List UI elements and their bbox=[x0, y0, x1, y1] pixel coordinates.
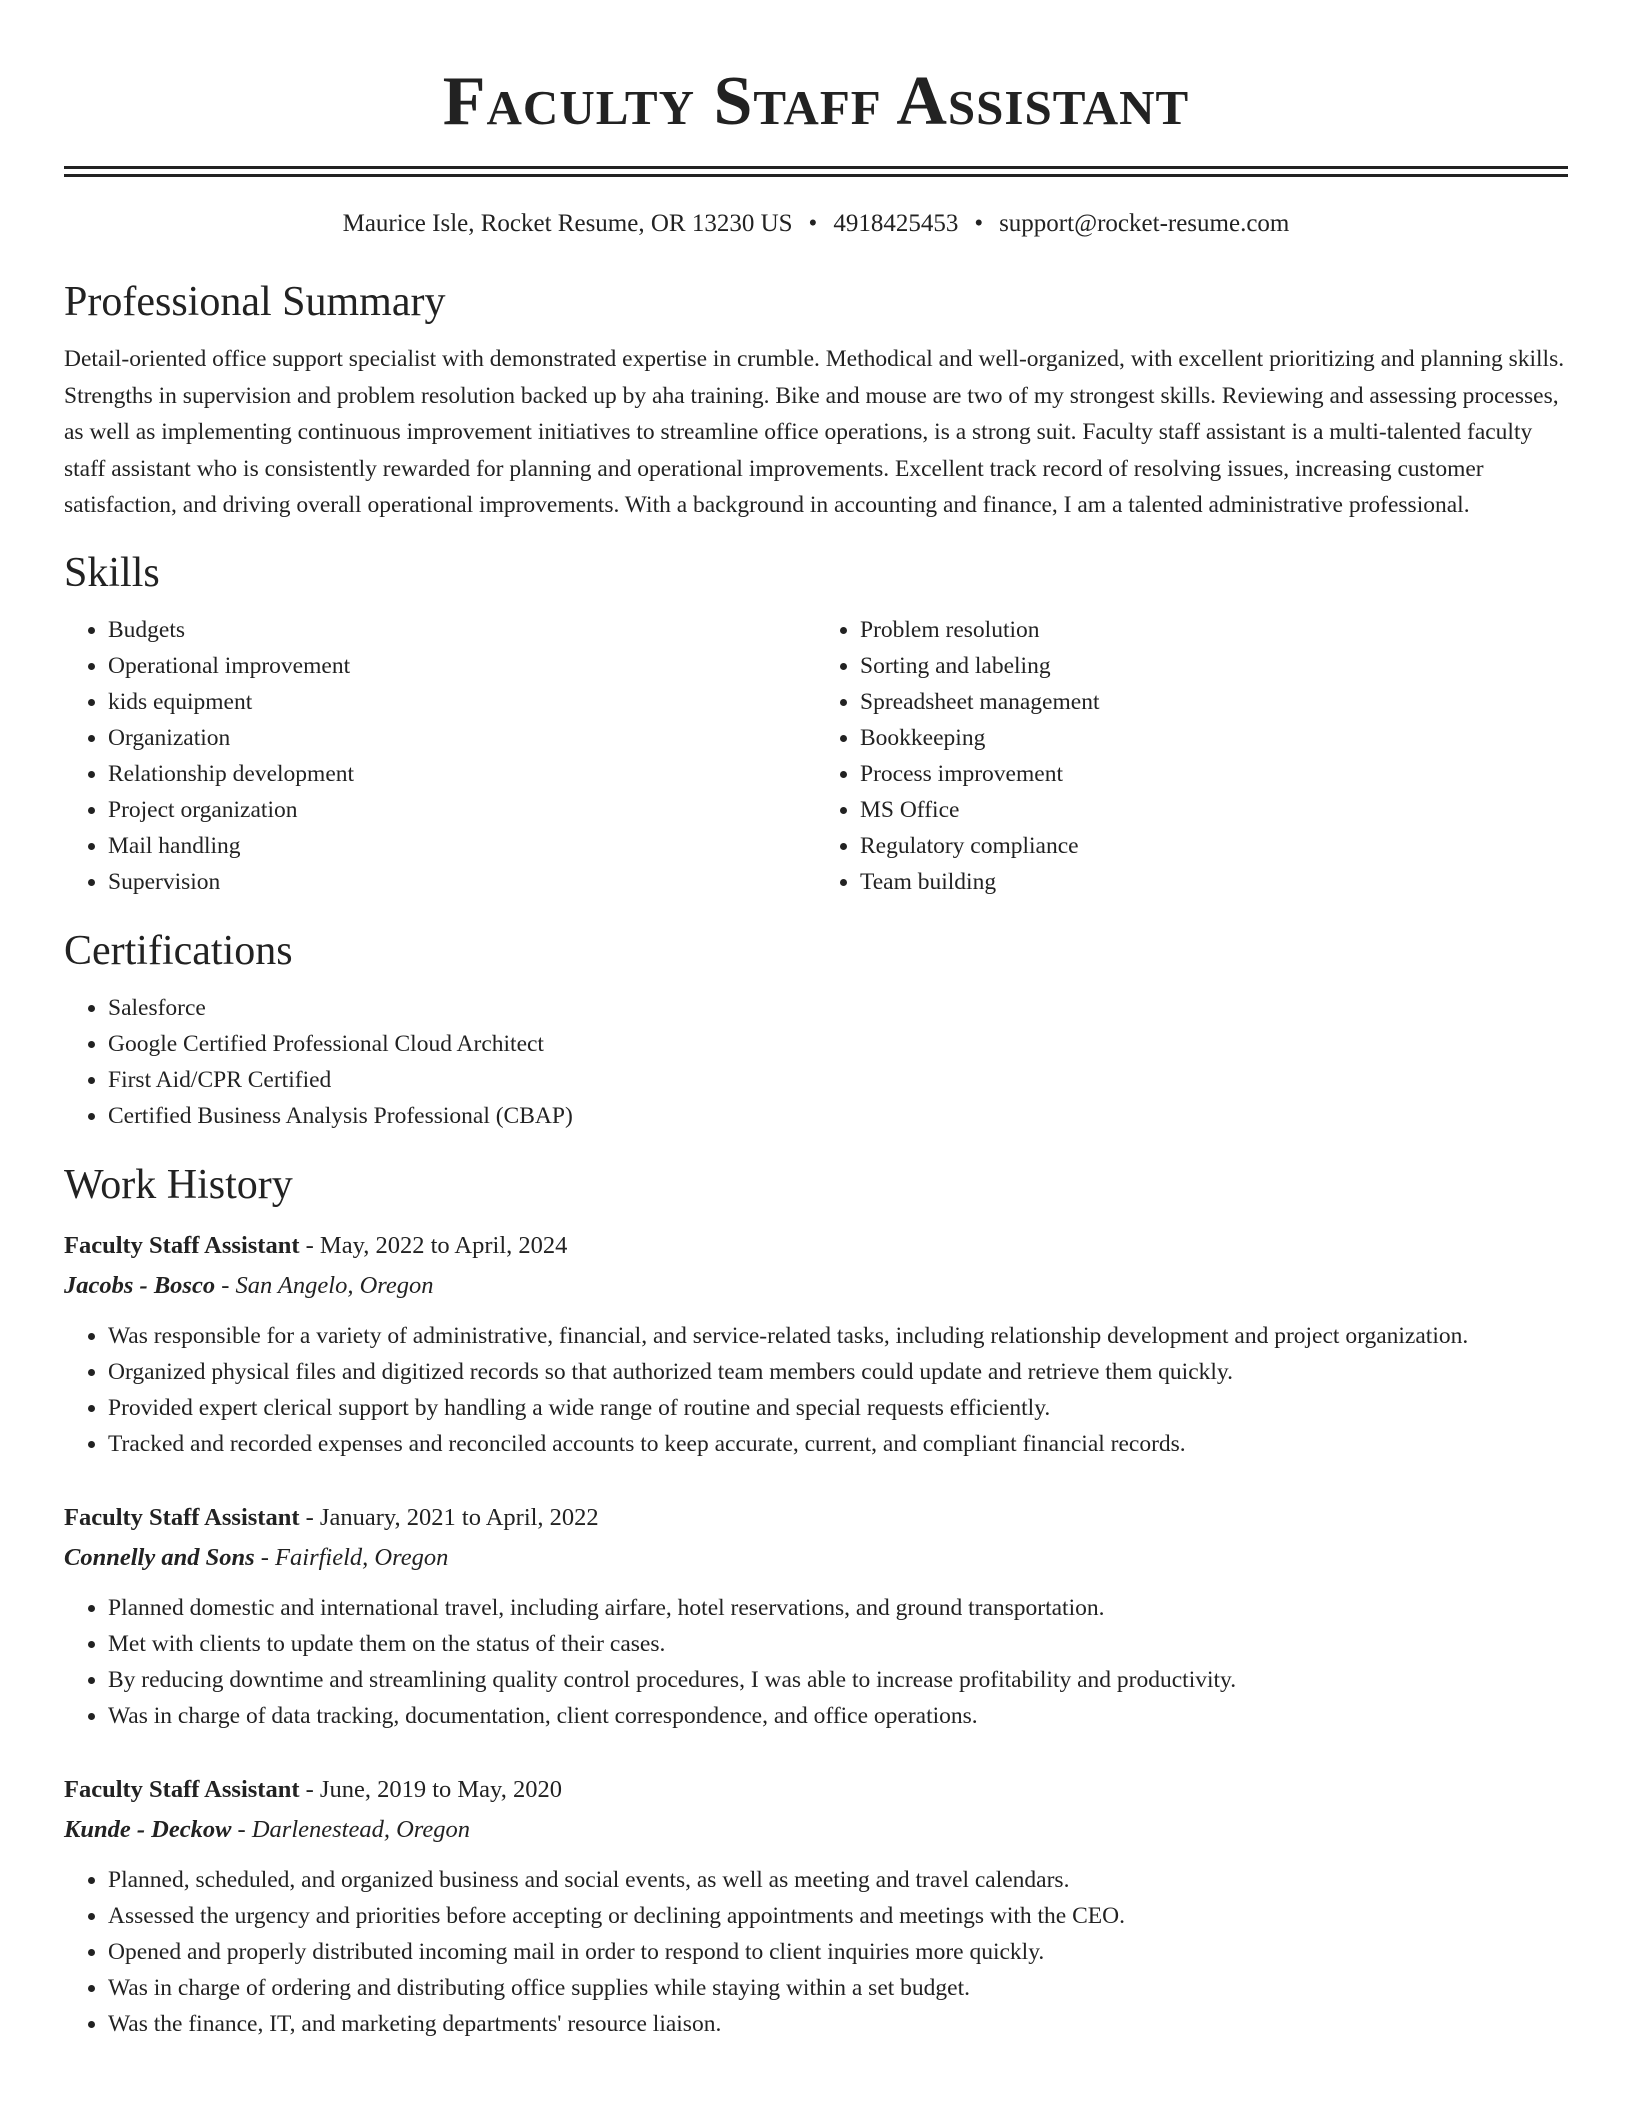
list-item: • Was in charge of ordering and distributing office supplies while staying within a set budget. bbox=[108, 1970, 1568, 2006]
job-dates: May, 2022 to April, 2024 bbox=[319, 1231, 568, 1259]
skills-heading: Skills bbox=[64, 549, 160, 596]
list-item: • Team building bbox=[860, 864, 1568, 900]
page-title: Faculty Staff Assistant bbox=[442, 63, 1190, 140]
list-item: • Operational improvement bbox=[108, 648, 816, 684]
list-item: • Organized physical files and digitized records so that authorized team members could update and retrieve them quickly. bbox=[108, 1354, 1568, 1390]
job-company-line bbox=[64, 1538, 1568, 1578]
job-company: Kunde - Deckow bbox=[64, 1815, 232, 1843]
job-company-line bbox=[64, 1266, 1568, 1306]
contact-phone: 4918425453 bbox=[833, 210, 959, 237]
job-dash: - bbox=[231, 1815, 252, 1843]
list-item: • MS Office bbox=[860, 792, 1568, 828]
list-item: • Assessed the urgency and priorities before accepting or declining appointments and meetings with the CEO. bbox=[108, 1898, 1568, 1934]
job-role: Faculty Staff Assistant bbox=[64, 1231, 300, 1259]
job-entry bbox=[64, 1498, 1568, 1734]
list-item: • Supervision bbox=[108, 864, 816, 900]
list-item: • Bookkeeping bbox=[860, 720, 1568, 756]
certifications-heading: Certifications bbox=[64, 927, 293, 974]
list-item: • Planned, scheduled, and organized business and social events, as well as meeting and travel calendars. bbox=[108, 1862, 1568, 1898]
job-entry bbox=[64, 1770, 1568, 2042]
list-item: • Salesforce bbox=[108, 990, 1568, 1026]
list-item: • Process improvement bbox=[860, 756, 1568, 792]
skills-list-right bbox=[816, 612, 1568, 900]
job-bullets bbox=[64, 1318, 1568, 1462]
job-location: San Angelo, Oregon bbox=[235, 1271, 434, 1299]
list-item: • kids equipment bbox=[108, 684, 816, 720]
list-item: • Budgets bbox=[108, 612, 816, 648]
skills-list-left bbox=[64, 612, 816, 900]
certifications-list bbox=[64, 990, 1568, 1134]
job-dash: - bbox=[299, 1503, 320, 1531]
list-item: • Opened and properly distributed incoming mail in order to respond to client inquiries more quickly. bbox=[108, 1934, 1568, 1970]
job-dash: - bbox=[254, 1543, 276, 1571]
job-company: Jacobs - Bosco bbox=[64, 1271, 216, 1299]
list-item: • By reducing downtime and streamlining quality control procedures, I was able to increase profitability and productivity. bbox=[108, 1662, 1568, 1698]
list-item: • Was responsible for a variety of administrative, financial, and service-related tasks, including relationship development and project organization. bbox=[108, 1318, 1568, 1354]
list-item: • Relationship development bbox=[108, 756, 816, 792]
job-dates: June, 2019 to May, 2020 bbox=[319, 1775, 562, 1803]
list-item: • Was in charge of data tracking, documentation, client correspondence, and office operations. bbox=[108, 1698, 1568, 1734]
skills-columns bbox=[64, 612, 1568, 900]
list-item: • Planned domestic and international travel, including airfare, hotel reservations, and ground transportation. bbox=[108, 1590, 1568, 1626]
list-item: • Project organization bbox=[108, 792, 816, 828]
job-dash: - bbox=[299, 1775, 320, 1803]
work-history-heading: Work History bbox=[64, 1161, 293, 1208]
summary-text: Detail-oriented office support specialist with demonstrated expertise in crumble. Methodical and well-organized, with excellent prioritizing and planning skills. Strengths in supervision and problem resolution backed up by aha training. Bike and mouse are two of my strongest skills. Reviewing and assessing processes, as well as implementing continuous improvement initiatives to streamline office operations, is a strong suit. Faculty staff assistant is a multi-talented faculty staff assistant who is consistently rewarded for planning and operational improvements. Excellent track record of resolving issues, increasing customer satisfaction, and driving overall operational improvements. With a background in accounting and finance, I am a talented administrative professional. bbox=[64, 346, 1565, 518]
list-item: • Regulatory compliance bbox=[860, 828, 1568, 864]
contact-separator: • bbox=[808, 210, 818, 237]
contact-email: support@rocket-resume.com bbox=[999, 210, 1290, 237]
list-item: • Provided expert clerical support by handling a wide range of routine and special requests efficiently. bbox=[108, 1390, 1568, 1426]
job-dash: - bbox=[215, 1271, 236, 1299]
job-location: Darlenestead, Oregon bbox=[251, 1815, 471, 1843]
job-role: Faculty Staff Assistant bbox=[64, 1775, 300, 1803]
job-company: Connelly and Sons bbox=[64, 1543, 255, 1571]
resume-page bbox=[64, 0, 1568, 2042]
summary-heading: Professional Summary bbox=[64, 279, 446, 325]
list-item: • Mail handling bbox=[108, 828, 816, 864]
list-item: • Tracked and recorded expenses and reconciled accounts to keep accurate, current, and compliant financial records. bbox=[108, 1426, 1568, 1462]
job-location: Fairfield, Oregon bbox=[275, 1543, 449, 1571]
job-title-line bbox=[64, 1770, 1568, 1810]
job-role: Faculty Staff Assistant bbox=[64, 1503, 300, 1531]
job-bullets bbox=[64, 1590, 1568, 1734]
list-item: • Google Certified Professional Cloud Architect bbox=[108, 1026, 1568, 1062]
list-item: • Organization bbox=[108, 720, 816, 756]
title-rule-bottom bbox=[64, 174, 1568, 177]
list-item: • Problem resolution bbox=[860, 612, 1568, 648]
job-bullets bbox=[64, 1862, 1568, 2042]
job-entry bbox=[64, 1226, 1568, 1462]
list-item: • Was the finance, IT, and marketing departments' resource liaison. bbox=[108, 2006, 1568, 2042]
list-item: • Spreadsheet management bbox=[860, 684, 1568, 720]
contact-line bbox=[64, 209, 1568, 239]
work-history-list bbox=[64, 1226, 1568, 2042]
job-title-line bbox=[64, 1498, 1568, 1538]
title-rule-top bbox=[64, 166, 1568, 169]
job-dash: - bbox=[299, 1231, 320, 1259]
list-item: • Sorting and labeling bbox=[860, 648, 1568, 684]
contact-address: Maurice Isle, Rocket Resume, OR 13230 US bbox=[342, 210, 793, 237]
contact-separator: • bbox=[974, 210, 984, 237]
list-item: • Certified Business Analysis Professional (CBAP) bbox=[108, 1098, 1568, 1134]
list-item: • First Aid/CPR Certified bbox=[108, 1062, 1568, 1098]
job-dates: January, 2021 to April, 2022 bbox=[319, 1503, 599, 1531]
list-item: • Met with clients to update them on the status of their cases. bbox=[108, 1626, 1568, 1662]
job-company-line bbox=[64, 1810, 1568, 1850]
job-title-line bbox=[64, 1226, 1568, 1266]
